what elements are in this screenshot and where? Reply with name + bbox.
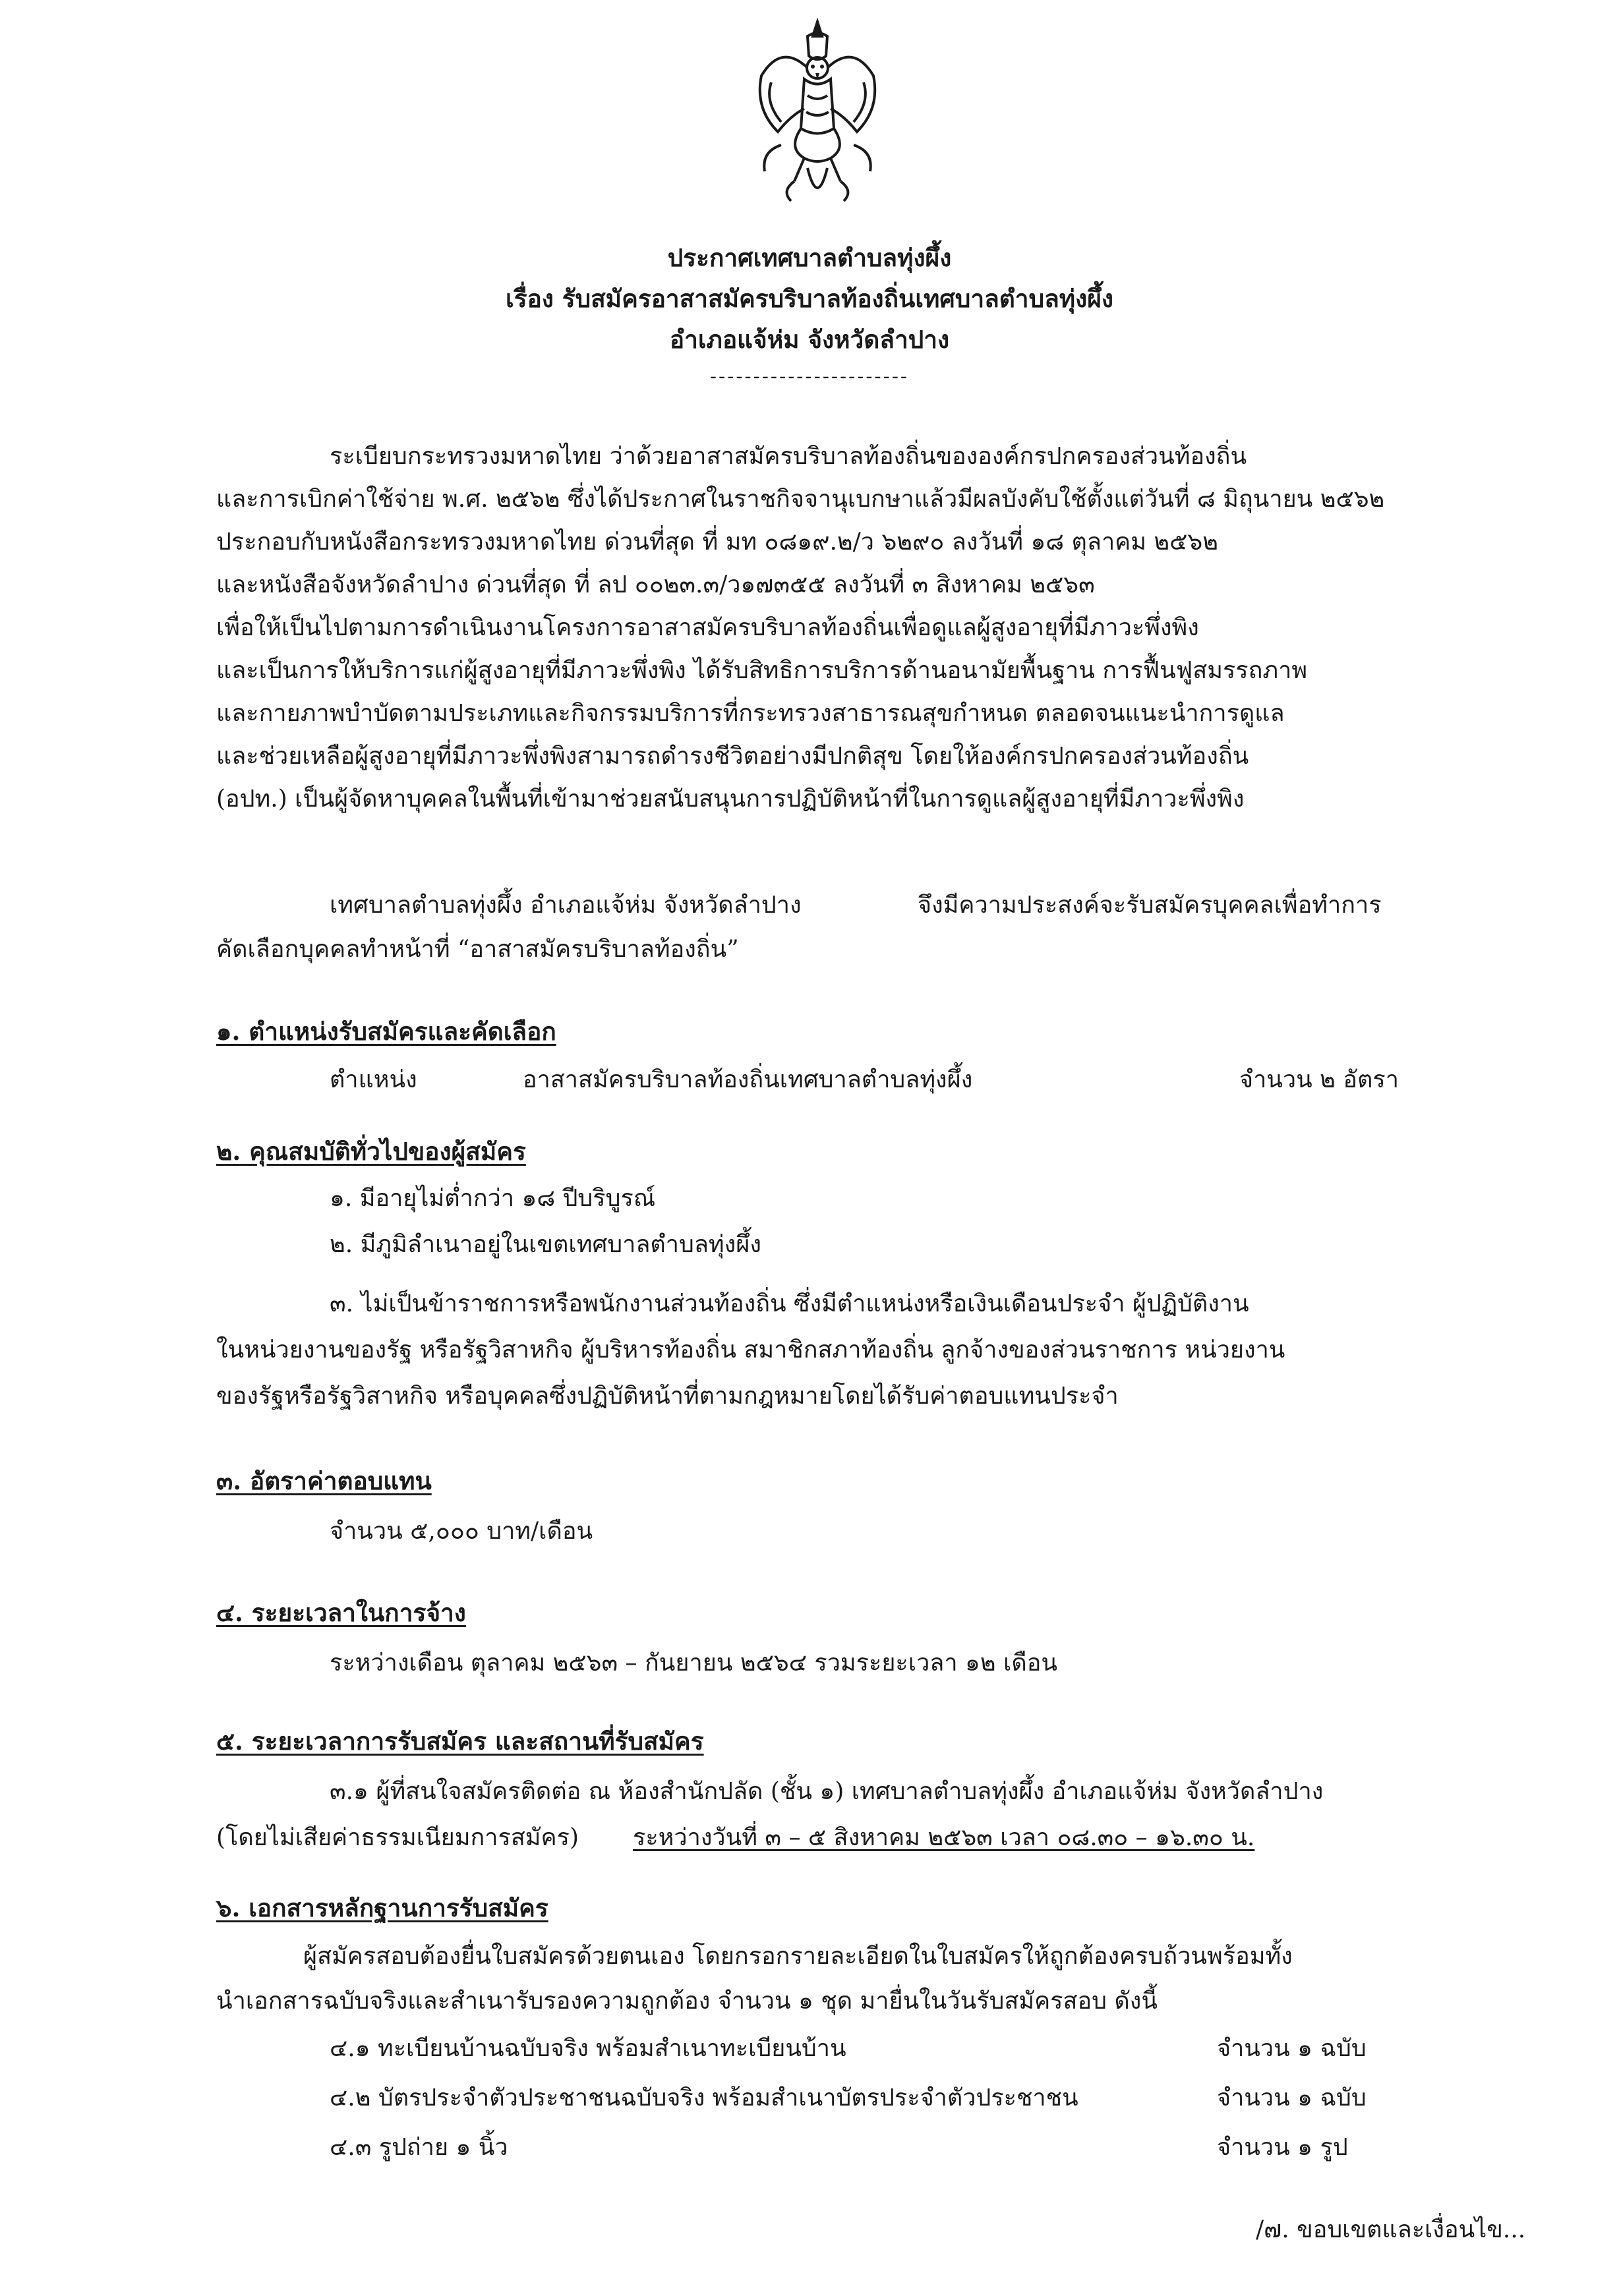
intro-line: และช่วยเหลือผู้สูงอายุที่มีภาวะพึ่งพิงสามารถดำรงชีวิตอย่างมีปกติสุข โดยให้องค์กรปกครองส่วนท้องถิ่น [216,743,1249,770]
qualification-item: ๑. มีอายุไม่ต่ำกว่า ๑๘ ปีบริบูรณ์ [330,1185,656,1212]
application-fee-note: (โดยไม่เสียค่าธรรมเนียมการสมัคร) [216,1824,579,1851]
intro-line: (อปท.) เป็นผู้จัดหาบุคคลในพื้นที่เข้ามาช่วยสนับสนุนการปฏิบัติหน้าที่ในการดูแลผู้สูงอายุที่มีภาวะพึ่งพิง [216,786,1245,813]
section-1-heading: ๑. ตำแหน่งรับสมัครและคัดเลือก [216,1017,556,1046]
document-item: ๔.๑ ทะเบียนบ้านฉบับจริง พร้อมสำเนาทะเบียนบ้าน [330,2035,846,2062]
application-period: ระหว่างวันที่ ๓ – ๕ สิงหาคม ๒๕๖๓ เวลา ๐๘.๓๐ – ๑๖.๓๐ น. [633,1824,1255,1851]
title-divider: ----------------------- [709,365,910,388]
position-count: จำนวน ๒ อัตรา [1239,1066,1399,1093]
garuda-emblem-icon [742,16,893,227]
intro-line: เพื่อให้เป็นไปตามการดำเนินงานโครงการอาสาสมัครบริบาลท้องถิ่นเพื่อดูแลผู้สูงอายุที่มีภาวะพึ่งพิง [216,614,1199,641]
employment-period-text: ระหว่างเดือน ตุลาคม ๒๕๖๓ – กันยายน ๒๕๖๔ รวมระยะเวลา ๑๒ เดือน [330,1650,1057,1677]
section-3-heading: ๓. อัตราค่าตอบแทน [216,1466,432,1495]
intro-line: และหนังสือจังหวัดลำปาง ด่วนที่สุด ที่ ลป ๐๐๒๓.๓/ว๑๗๓๕๕ ลงวันที่ ๓ สิงหาคม ๒๕๖๓ [216,571,1095,598]
document-item-count: จำนวน ๑ ฉบับ [1217,2035,1367,2062]
intro-line: ประกอบกับหนังสือกระทรวงมหาดไทย ด่วนที่สุด ที่ มท ๐๘๑๙.๒/ว ๖๒๙๐ ลงวันที่ ๑๘ ตุลาคม ๒๕๖๒ [216,529,1218,556]
compensation-text: จำนวน ๕,๐๐๐ บาท/เดือน [330,1518,593,1545]
intro-paragraph [216,435,1384,820]
section-5-heading: ๕. ระยะเวลาการรับสมัคร และสถานที่รับสมัคร [216,1727,704,1756]
qualification-cont: ของรัฐหรือรัฐวิสาหกิจ หรือบุคคลซึ่งปฏิบัติหน้าที่ตามกฎหมายโดยได้รับค่าตอบแทนประจำ [216,1383,1119,1410]
position-label: ตำแหน่ง [330,1066,417,1093]
title-line-1: ประกาศเทศบาลตำบลทุ่งผึ้ง [667,243,952,272]
application-place-text: ๓.๑ ผู้ที่สนใจสมัครติดต่อ ณ ห้องสำนักปลัด (ชั้น ๑) เทศบาลตำบลทุ่งผึ้ง อำเภอแจ้ห่ม จังหวัดลำปาง [330,1778,1324,1805]
document-item: ๔.๒ บัตรประจำตัวประชาชนฉบับจริง พร้อมสำเนาบัตรประจำตัวประชาชน [330,2084,1078,2111]
qualification-cont: ในหน่วยงานของรัฐ หรือรัฐวิสาหกิจ ผู้บริหารท้องถิ่น สมาชิกสภาท้องถิ่น ลูกจ้างของส่วนราชการ หน่วยงาน [216,1336,1285,1363]
section-6-heading: ๖. เอกสารหลักฐานการรับสมัคร [216,1893,548,1922]
document-item-count: จำนวน ๑ รูป [1217,2134,1348,2161]
documents-intro-line-2: นำเอกสารฉบับจริงและสำเนารับรองความถูกต้อง จำนวน ๑ ชุด มายื่นในวันรับสมัครสอบ ดังนี้ [216,1988,1158,2015]
section-4-heading: ๔. ระยะเวลาในการจ้าง [216,1598,466,1627]
intro-line: และกายภาพบำบัดตามประเภทและกิจกรรมบริการที่กระทรวงสาธารณสุขกำหนด ตลอดจนแนะนำการดูแล [216,700,1285,727]
documents-intro-line-1: ผู้สมัครสอบต้องยื่นใบสมัครด้วยตนเอง โดยกรอกรายละเอียดในใบสมัครให้ถูกต้องครบถ้วนพร้อมทั้ง [303,1943,1293,1970]
document-item-count: จำนวน ๑ ฉบับ [1217,2084,1367,2111]
qualification-item: ๒. มีภูมิลำเนาอยู่ในเขตเทศบาลตำบลทุ่งผึ้ง [330,1231,761,1258]
intro-p2-left: เทศบาลตำบลทุ่งผึ้ง อำเภอแจ้ห่ม จังหวัดลำปาง [330,892,802,919]
title-line-2: เรื่อง รับสมัครอาสาสมัครบริบาลท้องถิ่นเทศบาลตำบลทุ่งผึ้ง [506,284,1113,313]
position-name: อาสาสมัครบริบาลท้องถิ่นเทศบาลตำบลทุ่งผึ้ง [523,1066,973,1093]
document-item: ๔.๓ รูปถ่าย ๑ นิ้ว [330,2134,508,2161]
intro-line: และเป็นการให้บริการแก่ผู้สูงอายุที่มีภาวะพึ่งพิง ได้รับสิทธิการบริการด้านอนามัยพื้นฐาน การฟื้นฟูสมรรถภาพ [216,657,1308,684]
title-line-3: อำเภอแจ้ห่ม จังหวัดลำปาง [669,325,950,354]
intro-line: ระเบียบกระทรวงมหาดไทย ว่าด้วยอาสาสมัครบริบาลท้องถิ่นขององค์กรปกครองส่วนท้องถิ่น [330,443,1247,470]
qualification-item: ๓. ไม่เป็นข้าราชการหรือพนักงานส่วนท้องถิ่น ซึ่งมีตำแหน่งหรือเงินเดือนประจำ ผู้ปฏิบัติงาน [330,1290,1249,1317]
intro-p2-right: จึงมีความประสงค์จะรับสมัครบุคคลเพื่อทำการ [918,892,1382,919]
title-block [0,237,1619,390]
continuation-note: /๗. ขอบเขตและเงื่อนไข... [1256,2216,1526,2243]
intro-p2-line2: คัดเลือกบุคคลทำหน้าที่ “อาสาสมัครบริบาลท้องถิ่น” [216,936,739,963]
section-2-heading: ๒. คุณสมบัติทั่วไปของผู้สมัคร [216,1137,526,1166]
intro-line: และการเบิกค่าใช้จ่าย พ.ศ. ๒๕๖๒ ซึ่งได้ประกาศในราชกิจจานุเบกษาแล้วมีผลบังคับใช้ตั้งแต่วันที่ ๘ มิถุนายน ๒๕๖๒ [216,486,1385,513]
